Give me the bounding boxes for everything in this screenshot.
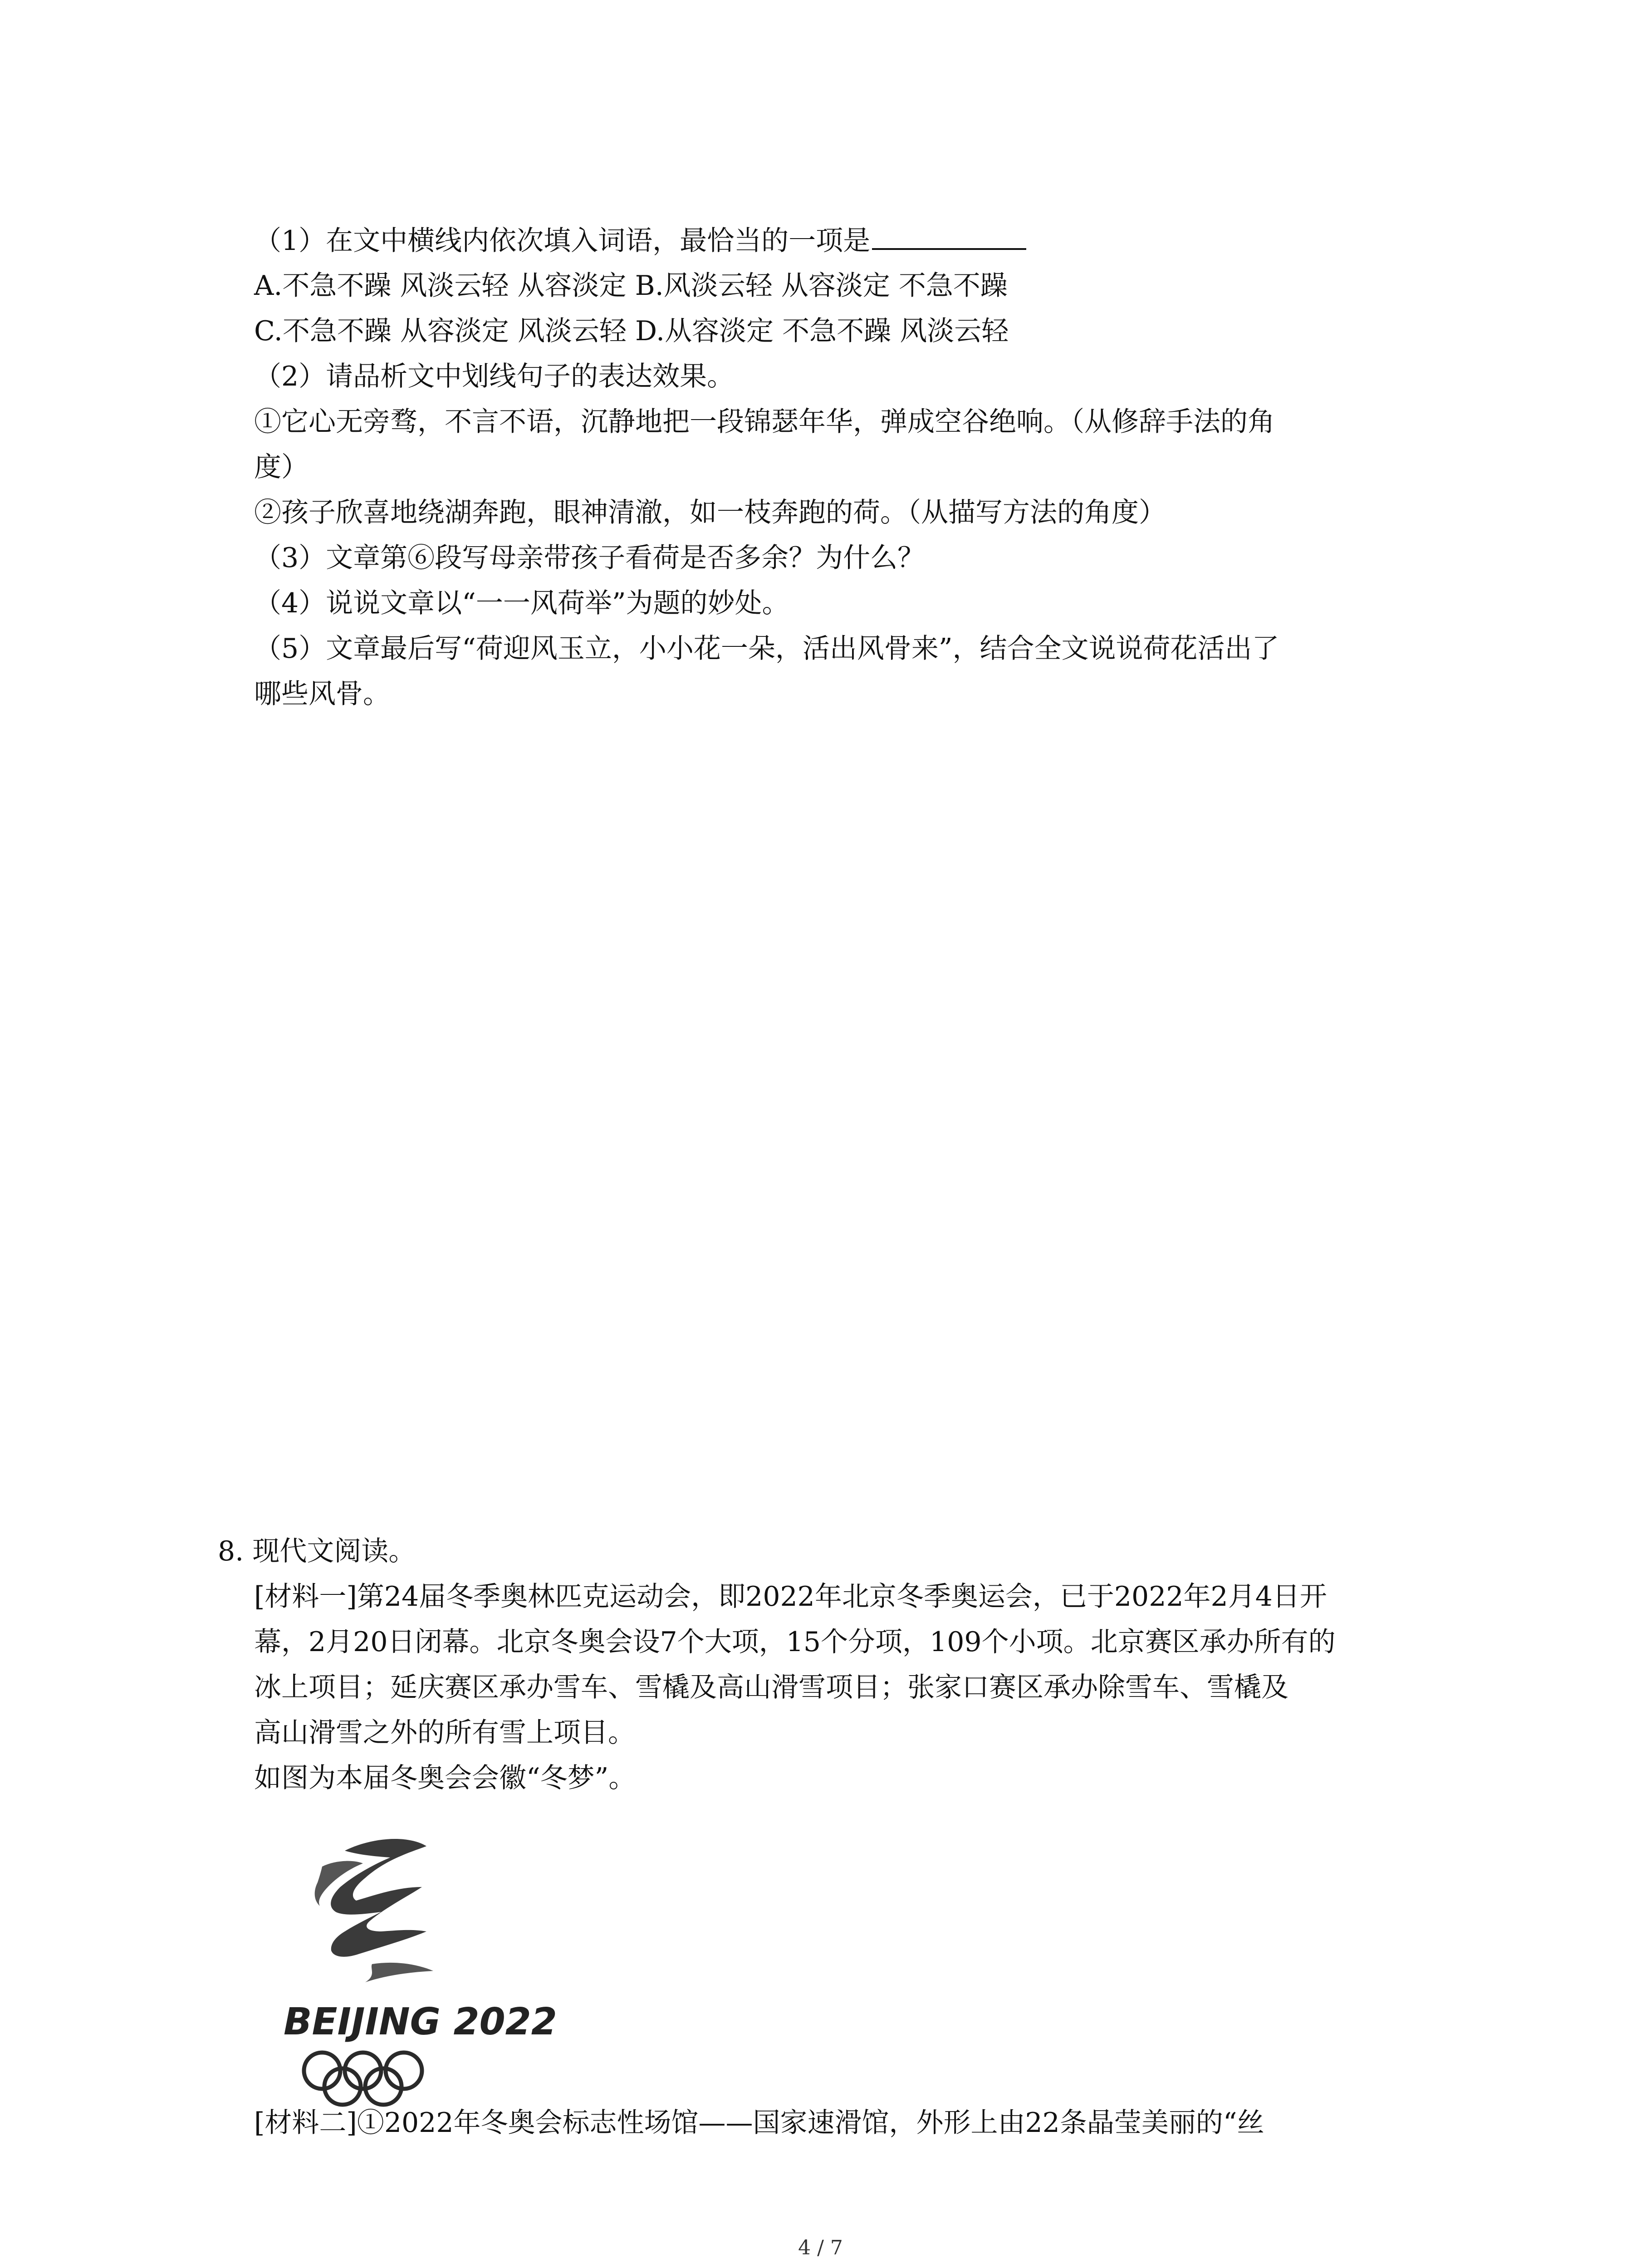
- q8-material1-line2: 幕，2月20日闭幕。北京冬奥会设7个大项，15个分项，109个小项。北京赛区承办所有的: [254, 1626, 1336, 1658]
- q7-sub5-line1: （5）文章最后写“荷迎风玉立，小小花一朵，活出风骨来”，结合全文说说荷花活出了: [254, 633, 1279, 665]
- q8-material2-line1: [材料二]①2022年冬奥会标志性场馆——国家速滑馆，外形上由22条晶莹美丽的“丝: [254, 2107, 1264, 2139]
- emblem-text: BEIJING 2022: [284, 2000, 557, 2043]
- q8-emblem-caption: 如图为本届冬奥会会徽“冬梦”。: [254, 1762, 636, 1794]
- q7-sub4: （4）说说文章以“一一风荷举”为题的妙处。: [254, 587, 789, 619]
- answer-blank: [872, 225, 1026, 250]
- q8-material1-line1: [材料一]第24届冬季奥林匹克运动会，即2022年北京冬季奥运会，已于2022年2月4日开: [254, 1581, 1327, 1613]
- q7-sub3: （3）文章第⑥段写母亲带孩子看荷是否多余？为什么？: [254, 542, 925, 574]
- q8-material1-line3: 冰上项目；延庆赛区承办雪车、雪橇及高山滑雪项目；张家口赛区承办除雪车、雪橇及: [254, 1672, 1288, 1703]
- q7-sub2-item1-line2: 度）: [254, 451, 309, 483]
- q7-sub1: [254, 225, 1026, 257]
- q8-material1-line4: 高山滑雪之外的所有雪上项目。: [254, 1717, 635, 1749]
- q7-sub2-item1-line1: ①它心无旁骛，不言不语，沉静地把一段锦瑟年华，弹成空谷绝响。（从修辞手法的角: [254, 406, 1275, 438]
- page-number: 4 / 7: [798, 2236, 843, 2259]
- q7-sub2-item2: ②孩子欣喜地绕湖奔跑，眼神清澈，如一枝奔跑的荷。（从描写方法的角度）: [254, 497, 1166, 528]
- q7-sub1-text: （1）在文中横线内依次填入词语，最恰当的一项是: [254, 225, 871, 257]
- q7-sub1-options-ab: A.不急不躁 风淡云轻 从容淡定 B.风淡云轻 从容淡定 不急不躁: [254, 270, 1008, 302]
- q8-heading: 8. 现代文阅读。: [218, 1535, 416, 1567]
- q7-sub5-line2: 哪些风骨。: [254, 678, 390, 710]
- q7-sub2: （2）请品析文中划线句子的表达效果。: [254, 361, 735, 392]
- q7-sub1-options-cd: C.不急不躁 从容淡定 风淡云轻 D.从容淡定 不急不躁 风淡云轻: [254, 315, 1009, 347]
- beijing-2022-emblem: [272, 1828, 557, 2100]
- emblem-ribbon-icon: [315, 1839, 433, 1982]
- olympic-rings-icon: [304, 2053, 422, 2105]
